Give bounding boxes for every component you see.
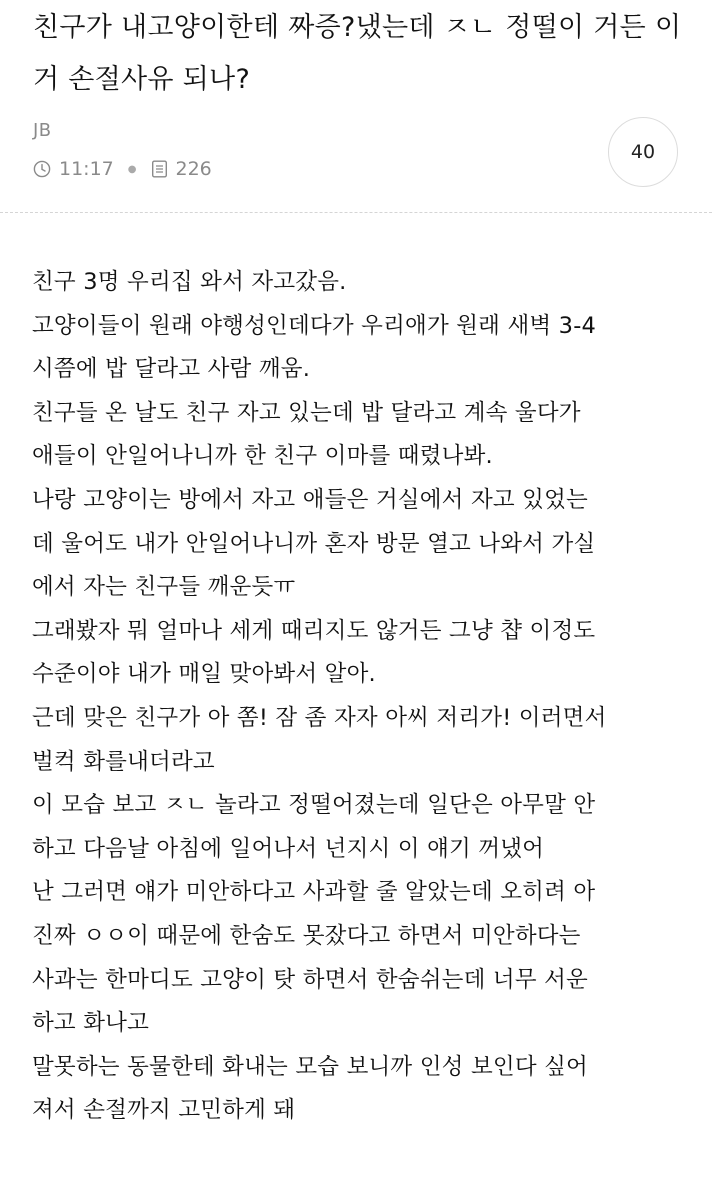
post-time: 11:17 xyxy=(59,158,114,180)
post-title: 친구가 내고양이한테 짜증?냈는데 ㅈㄴ 정떨이 거든 이거 손절사유 되나? xyxy=(33,12,682,95)
view-count: 226 xyxy=(175,158,212,180)
body-line: 져서 손절까지 고민하게 돼 xyxy=(32,1097,296,1124)
post-body xyxy=(32,261,682,1133)
body-line: 사과는 한마디도 고양이 탓 하면서 한숨쉬는데 너무 서운 xyxy=(32,966,588,993)
body-line: 애들이 안일어나니까 한 친구 이마를 때렸나봐. xyxy=(32,443,493,470)
body-line: 나랑 고양이는 방에서 자고 애들은 거실에서 자고 있었는 xyxy=(32,486,588,513)
body-line: 시쯤에 밥 달라고 사람 깨움. xyxy=(32,356,311,383)
body-line: 말못하는 동물한테 화내는 모습 보니까 인성 보인다 싶어 xyxy=(32,1053,588,1080)
body-line: 난 그러면 얘가 미안하다고 사과할 줄 알았는데 오히려 아 xyxy=(32,879,596,906)
body-line: 하고 다음날 아침에 일어나서 넌지시 이 얘기 꺼냈어 xyxy=(32,835,545,862)
body-line: 친구 3명 우리집 와서 자고갔음. xyxy=(32,269,347,295)
header-divider xyxy=(0,212,712,213)
meta-separator: ● xyxy=(127,163,137,175)
document-icon xyxy=(151,160,168,178)
body-line: 친구들 온 날도 친구 자고 있는데 밥 달라고 계속 울다가 xyxy=(32,399,581,426)
body-line: 진짜 ㅇㅇ이 때문에 한숨도 못잤다고 하면서 미안하다는 xyxy=(32,922,581,949)
body-line: 하고 화나고 xyxy=(32,1010,150,1037)
body-line: 벌컥 화를내더라고 xyxy=(32,748,215,775)
comment-count-button[interactable]: 40 xyxy=(608,117,678,187)
body-line: 그래봤자 뭐 얼마나 세게 때리지도 않거든 그냥 챱 이정도 xyxy=(32,617,596,644)
body-line: 수준이야 내가 매일 맞아봐서 알아. xyxy=(32,661,376,688)
post-header xyxy=(0,0,712,212)
author-name[interactable]: JB xyxy=(33,120,52,141)
body-line: 이 모습 보고 ㅈㄴ 놀라고 정떨어졌는데 일단은 아무말 안 xyxy=(32,792,596,819)
post-meta xyxy=(33,155,212,183)
clock-icon xyxy=(33,160,51,178)
body-line: 고양이들이 원래 야행성인데다가 우리애가 원래 새벽 3-4 xyxy=(32,312,597,339)
body-line: 에서 자는 친구들 깨운듯ㅠ xyxy=(32,574,296,601)
body-line: 데 울어도 내가 안일어나니까 혼자 방문 열고 나와서 가실 xyxy=(32,530,596,557)
body-line: 근데 맞은 친구가 아 쫌! 잠 좀 자자 아씨 저리가! 이러면서 xyxy=(32,704,607,731)
